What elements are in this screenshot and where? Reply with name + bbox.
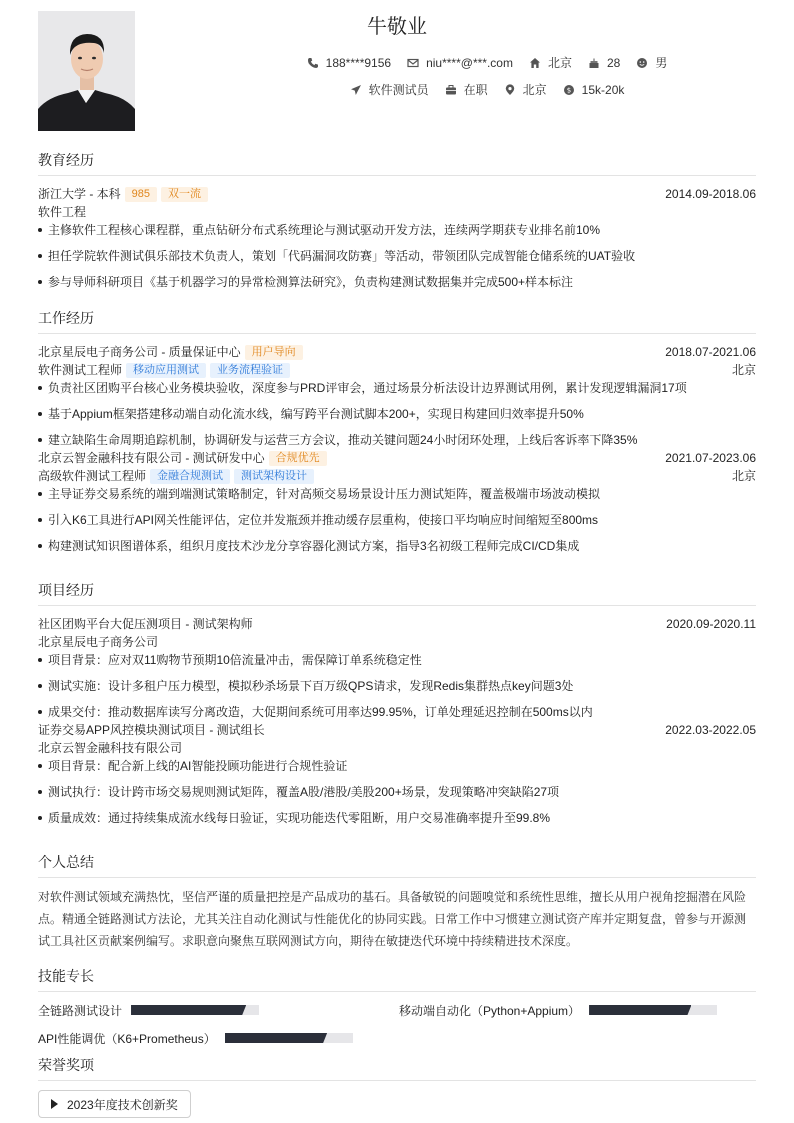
job-bullets [38,379,756,449]
list-item: 项目背景：配合新上线的AI智能投顾功能进行合规性验证 [38,757,756,783]
project-entry [38,721,756,835]
work-section [38,308,756,563]
phone-icon [307,57,319,69]
project-entry [38,615,756,721]
triangle-right-icon [51,1099,58,1109]
project-company: 北京星辰电子商务公司 [38,635,159,649]
education-tag: 985 [125,187,157,202]
list-item: 担任学院软件测试俱乐部技术负责人，策划「代码漏洞攻防赛」等活动，带领团队完成智能仓储系统的UAT验收 [38,247,756,273]
company-tag: 用户导向 [245,345,303,360]
projects-section [38,580,756,835]
job-bullets [38,485,756,563]
location-pin-icon [504,84,516,96]
cake-icon [588,57,600,69]
skill-bar [131,1005,259,1015]
position-tag: 移动应用测试 [126,363,206,378]
svg-text:$: $ [566,86,571,95]
job-position-row [38,467,756,485]
list-item: 测试执行：设计跨市场交易规则测试矩阵，覆盖A股/港股/美股200+场景，发现策略冲突缺陷27项 [38,783,756,809]
education-section [38,150,756,299]
education-date: 2014.09-2018.06 [665,187,756,201]
home-item: 北京 [529,54,572,71]
award-toggle-button[interactable] [38,1090,191,1118]
skill-bar-fill [225,1033,327,1043]
list-item: 建立缺陷生命周期追踪机制，协调研发与运营三方会议，推动关键问题24小时闭环处理，上线后客诉率下降35% [38,431,756,449]
project-company: 北京云智金融科技有限公司 [38,741,183,755]
education-header [38,185,756,203]
list-item: 负责社区团购平台核心业务模块验收，深度参与PRD评审会，通过场景分析法设计边界测试用例，累计发现逻辑漏洞17项 [38,379,756,405]
position-tag: 测试架构设计 [234,469,314,484]
skill-item [38,996,259,1024]
salary-icon [563,84,575,96]
major: 软件工程 [38,205,87,219]
contact-row [0,54,794,71]
list-item: 测试实施：设计多租户压力模型，模拟秒杀场景下百万级QPS请求，发现Redis集群热点key问题3处 [38,677,756,703]
phone-item: 188****9156 [307,56,391,70]
project-name: 社区团购平台大促压测项目 - 测试架构师 [38,617,253,631]
position-item: 软件测试员 [350,81,429,98]
project-header [38,615,756,633]
skill-bar-fill [589,1005,691,1015]
summary-section [38,852,756,952]
gender-icon [636,57,648,69]
company-name: 北京星辰电子商务公司 - 质量保证中心 [38,345,241,359]
list-item: 质量成效：通过持续集成流水线每日验证，实现功能迭代零阻断，用户交易准确率提升至99.8% [38,809,756,835]
skill-bar [589,1005,717,1015]
skill-name: 全链路测试设计 [38,1003,123,1018]
list-item: 主修软件工程核心课程群，重点钻研分布式系统理论与测试驱动开发方法，连续两学期获专业排名前10% [38,221,756,247]
skill-name: API性能调优（K6+Prometheus） [38,1031,216,1046]
list-item: 成果交付：推动数据库读写分离改造，大促期间系统可用率达99.95%，订单处理延迟控制在500ms以内 [38,703,756,721]
skill-item [38,1024,353,1052]
project-header [38,721,756,739]
send-icon [350,84,362,96]
gender-item: 男 [636,54,667,71]
section-title-summary: 个人总结 [38,852,756,878]
award-label: 2023年度技术创新奖 [67,1097,178,1112]
list-item: 构建测试知识图谱体系，组织月度技术沙龙分享容器化测试方案，指导3名初级工程师完成CI/CD集成 [38,537,756,563]
list-item: 主导证券交易系统的端到端测试策略制定，针对高频交易场景设计压力测试矩阵，覆盖极端市场波动模拟 [38,485,756,511]
section-title-education: 教育经历 [38,150,756,176]
skill-bar [225,1033,353,1043]
list-item: 项目背景：应对双11购物节预期10倍流量冲击，需保障订单系统稳定性 [38,651,756,677]
job-entry [38,449,756,563]
project-date: 2022.03-2022.05 [665,723,756,737]
salary-item: $ 15k-20k [563,83,625,97]
education-tag: 双一流 [161,187,208,202]
company-tag: 合规优先 [269,451,327,466]
education-bullets [38,221,756,299]
mail-icon [407,57,419,69]
job-position-row [38,361,756,379]
skills-section [38,966,756,1052]
section-title-awards: 荣誉奖项 [38,1055,756,1081]
skill-row [38,1024,756,1052]
project-bullets [38,757,756,835]
project-bullets [38,651,756,721]
home-icon [529,57,541,69]
job-date: 2021.07-2023.06 [665,451,756,465]
section-title-work: 工作经历 [38,308,756,334]
job-position: 软件测试工程师 [38,363,123,377]
project-date: 2020.09-2020.11 [666,617,756,631]
project-name: 证券交易APP风控模块测试项目 - 测试组长 [38,723,265,737]
city-item: 北京 [504,81,547,98]
section-title-skills: 技能专长 [38,966,756,992]
skill-item [399,996,717,1024]
skill-name: 移动端自动化（Python+Appium） [399,1003,581,1018]
status-item: 在职 [445,81,488,98]
awards-section [38,1055,756,1118]
skill-row [38,996,756,1024]
section-title-projects: 项目经历 [38,580,756,606]
email-item: niu****@***.com [407,56,513,70]
candidate-name: 牛敬业 [367,16,427,38]
job-date: 2018.07-2021.06 [665,345,756,359]
job-entry [38,343,756,449]
list-item: 引入K6工具进行API网关性能评估，定位并发瓶颈并推动缓存层重构，使接口平均响应时间缩短至800ms [38,511,756,537]
skill-bar-fill [131,1005,246,1015]
list-item: 参与导师科研项目《基于机器学习的异常检测算法研究》，负责构建测试数据集并完成500+样本标注 [38,273,756,299]
job-header [38,449,756,467]
job-city: 北京 [731,469,756,483]
job-position: 高级软件测试工程师 [38,469,147,483]
position-tag: 金融合规测试 [150,469,230,484]
job-header [38,343,756,361]
list-item: 基于Appium框架搭建移动端自动化流水线，编写跨平台测试脚本200+，实现日构建回归效率提升50% [38,405,756,431]
company-name: 北京云智金融科技有限公司 - 测试研发中心 [38,451,265,465]
job-intent-row [0,81,794,98]
school-name: 浙江大学 - 本科 [38,187,121,201]
position-tag: 业务流程验证 [210,363,290,378]
briefcase-icon [445,84,457,96]
summary-text: 对软件测试领域充满热忱，坚信严谨的质量把控是产品成功的基石。具备敏锐的问题嗅觉和系统性思维，擅长从用户视角挖掘潜在风险点。精通全链路测试方法论，尤其关注自动化测试与性能优化的协同实践。日常工作中习惯建立测试资产库并定期复盘，曾参与开源测试工具社区贡献案例编写。求职意向聚焦互联网测试方向，期待在敏捷迭代环境中持续精进技术深度。 [38,890,747,948]
age-item: 28 [588,56,620,70]
job-city: 北京 [731,363,756,377]
